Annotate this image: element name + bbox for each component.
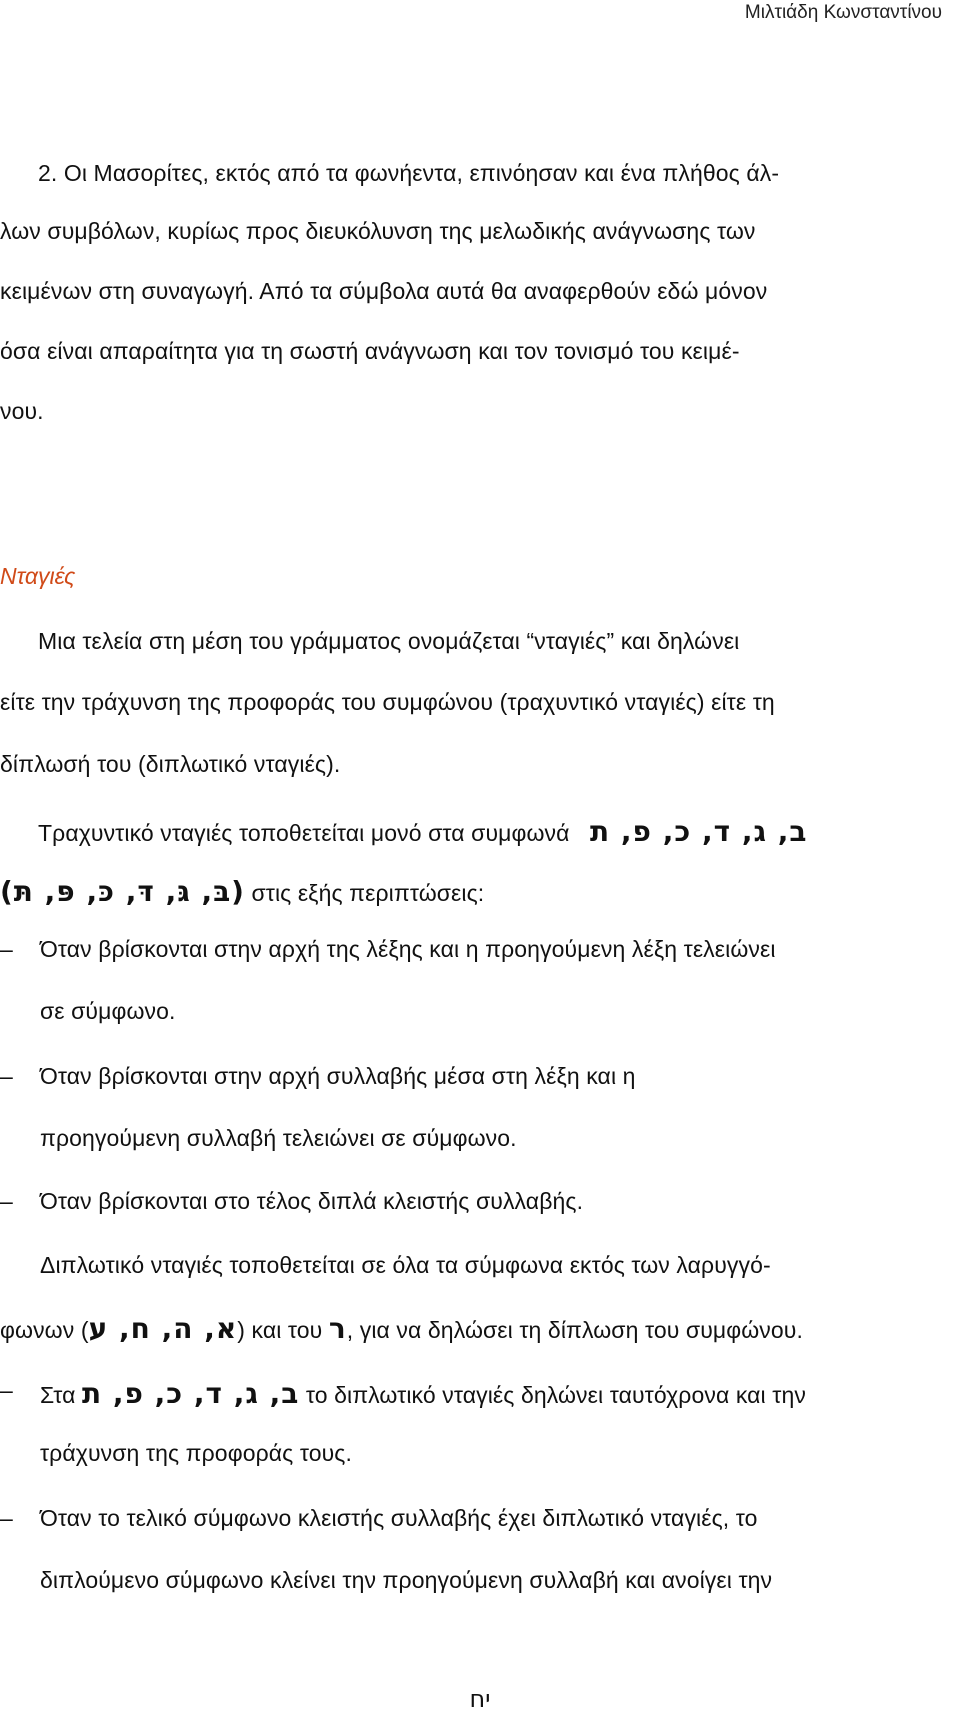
diplotiko-text-a: φωνων ( <box>0 1317 89 1343</box>
bullet-4-text-b: το διπλωτικό νταγιές δηλώνει ταυτόχρονα και την <box>305 1382 806 1408</box>
bullet-2-line-2: προηγούμενη συλλαβή τελειώνει σε σύμφωνο. <box>40 1125 517 1151</box>
hebrew-letter-resh: ר <box>328 1312 347 1345</box>
diplotiko-line-2 <box>0 1312 960 1345</box>
paragraph-2-line-3: κειμένων στη συναγωγή. Από τα σύμβολα αυτά θα αναφερθούν εδώ μόνον <box>0 278 768 304</box>
paragraph-2-line-1: 2. Οι Μασορίτες, εκτός από τα φωνήεντα, επινόησαν και ένα πλήθος άλ- <box>38 160 780 186</box>
hebrew-letters-begadkefat-2: ב, ג, ד, כ, פ, ת <box>81 1377 300 1410</box>
bullet-5-line-1: Όταν το τελικό σύμφωνο κλειστής συλλαβής έχει διπλωτικό νταγιές, το <box>40 1505 758 1531</box>
trachyntiko-line-2 <box>0 875 960 908</box>
trachyntiko-text: Τραχυντικό νταγιές τοποθετείται μονό στα συμφωνά <box>38 820 570 846</box>
bullet-dash-1: – <box>0 936 13 962</box>
bullet-5-line-2: διπλούμενο σύμφωνο κλείνει την προηγούμενη συλλαβή και ανοίγει την <box>40 1567 773 1593</box>
diplotiko-text-c: , για να δηλώσει τη δίπλωση του συμφώνου. <box>346 1317 803 1343</box>
bullet-1-line-1: Όταν βρίσκονται στην αρχή της λέξης και η προηγούμενη λέξη τελειώνει <box>40 936 776 962</box>
paragraph-2-line-2: λων συμβόλων, κυρίως προς διευκόλυνση της μελωδικής ανάγνωσης των <box>0 218 756 244</box>
bullet-4-line-1 <box>40 1377 958 1410</box>
diplotiko-text-b: ) και του <box>237 1317 323 1343</box>
bullet-dash-3: – <box>0 1188 13 1214</box>
bullet-3-line-1: Όταν βρίσκονται στο τέλος διπλά κλειστής συλλαβής. <box>40 1188 584 1214</box>
trachyntiko-cases-text: στις εξής περιπτώσεις: <box>251 880 485 906</box>
paragraph-2-line-5: νου. <box>0 398 44 424</box>
bullet-dash-5: – <box>0 1505 13 1531</box>
diplotiko-line-1: Διπλωτικό νταγιές τοποθετείται σε όλα τα σύμφωνα εκτός των λαρυγγό- <box>40 1252 771 1278</box>
page-header-author: Μιλτιάδη Κωνσταντίνου <box>744 2 942 23</box>
intro-line-2: είτε την τράχυνση της προφοράς του συμφώνου (τραχυντικό νταγιές) είτε τη <box>0 689 775 715</box>
section-heading: Νταγιές <box>0 563 76 589</box>
page-number: יח <box>469 1685 491 1713</box>
hebrew-letters-begadkefat: ב, ג, ד, כ, פ, ת <box>590 815 808 848</box>
bullet-4-line-2: τράχυνση της προφοράς τους. <box>40 1440 352 1466</box>
bullet-4-text-a: Στα <box>40 1382 76 1408</box>
bullet-dash-2: – <box>0 1063 13 1089</box>
hebrew-letters-dagesh: (בּ, גּ, דּ, כּ, פּ, תּ) <box>0 875 245 908</box>
paragraph-2-line-4: όσα είναι απαραίτητα για τη σωστή ανάγνωση και τον τονισμό του κειμέ- <box>0 338 740 364</box>
intro-line-3: δίπλωσή του (διπλωτικό νταγιές). <box>0 751 341 777</box>
hebrew-laryngeal-letters: א, ה, ח, ע <box>88 1312 238 1345</box>
trachyntiko-line-1 <box>38 815 958 848</box>
bullet-1-line-2: σε σύμφωνο. <box>40 998 176 1024</box>
bullet-dash-4: – <box>0 1377 13 1403</box>
intro-line-1: Μια τελεία στη μέση του γράμματος ονομάζεται “νταγιές” και δηλώνει <box>38 628 740 654</box>
bullet-2-line-1: Όταν βρίσκονται στην αρχή συλλαβής μέσα στη λέξη και η <box>40 1063 636 1089</box>
